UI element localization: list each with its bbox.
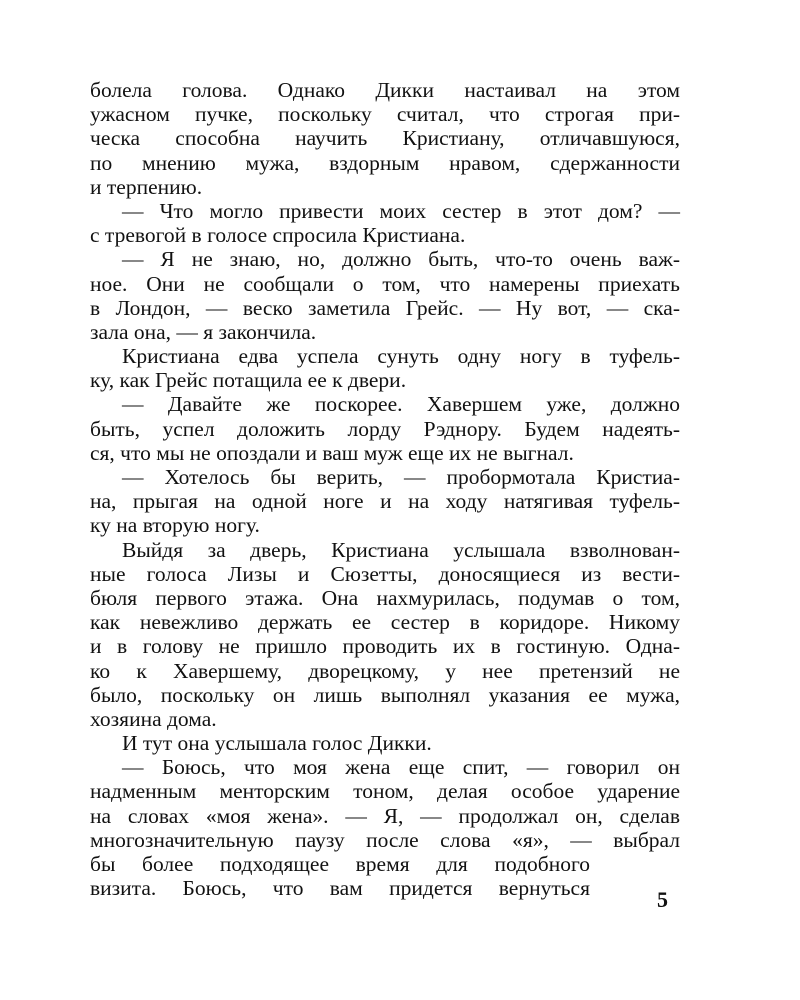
text-line: хозяина дома.	[90, 706, 217, 731]
text-line: — Что могло привести моих сестер в этот дом? —	[122, 198, 680, 223]
body-text	[90, 78, 680, 900]
text-line: надменным менторским тоном, делая особое ударение	[90, 779, 680, 804]
text-line: по мнению мужа, вздорным нравом, сдержанности	[90, 150, 680, 175]
text-line: бюля первого этажа. Она нахмурилась, подумав о том,	[90, 585, 680, 610]
text-line: И тут она услышала голос Дикки.	[122, 731, 432, 756]
text-line: многозначительную паузу после слова «я», — выбрал	[90, 827, 680, 852]
text-line: в Лондон, — веско заметила Грейс. — Ну вот, — ска-	[90, 295, 680, 320]
text-line: ку на вторую ногу.	[90, 513, 260, 538]
text-line: — Хотелось бы верить, — пробормотала Кристиа-	[122, 465, 680, 489]
text-line: с тревогой в голосе спросила Кристиана.	[90, 223, 466, 248]
text-line: ся, что мы не опоздали и ваш муж еще их не выгнал.	[90, 440, 574, 465]
text-line: ку, как Грейс потащила ее к двери.	[90, 368, 407, 393]
text-line: болела голова. Однако Дикки настаивал на этом	[90, 78, 680, 102]
text-line: зала она, — я закончила.	[90, 319, 317, 344]
page-number: 5	[657, 887, 668, 912]
text-line: ное. Они не сообщали о том, что намерены приехать	[90, 271, 680, 296]
text-line: и терпению.	[90, 174, 203, 199]
text-line: и в голову не пришло проводить их в гостиную. Одна-	[90, 634, 680, 659]
text-line: как невежливо держать ее сестер в коридоре. Никому	[90, 610, 680, 635]
text-line: на словах «моя жена». — Я, — продолжал он, сделав	[90, 803, 680, 828]
text-line: на, прыгая на одной ноге и на ходу натягивая туфель-	[90, 489, 680, 514]
text-line: — Боюсь, что моя жена еще спит, — говорил он	[122, 755, 680, 780]
text-line: быть, успел доложить лорду Рэднору. Будем надеять-	[90, 416, 680, 441]
text-line: было, поскольку он лишь выполнял указания ее мужа,	[90, 682, 680, 707]
text-line: Кристиана едва успела сунуть одну ногу в туфель-	[122, 344, 680, 369]
text-line: бы более подходящее время для подобного	[90, 852, 590, 876]
text-line: ческа способна научить Кристиану, отличавшуюся,	[90, 126, 680, 151]
text-line: — Давайте же поскорее. Хавершем уже, должно	[122, 392, 680, 417]
text-line: ные голоса Лизы и Сюзетты, доносящиеся из вести-	[90, 561, 680, 586]
text-line: Выйдя за дверь, Кристиана услышала взволнован-	[122, 537, 680, 562]
text-line: визита. Боюсь, что вам придется вернуться	[90, 876, 590, 901]
text-line: — Я не знаю, но, должно быть, что-то очень важ-	[122, 247, 680, 272]
text-line: ужасном пучке, поскольку считал, что строгая при-	[90, 102, 680, 127]
text-line: ко к Хавершему, дворецкому, у нее претензий не	[90, 658, 680, 683]
